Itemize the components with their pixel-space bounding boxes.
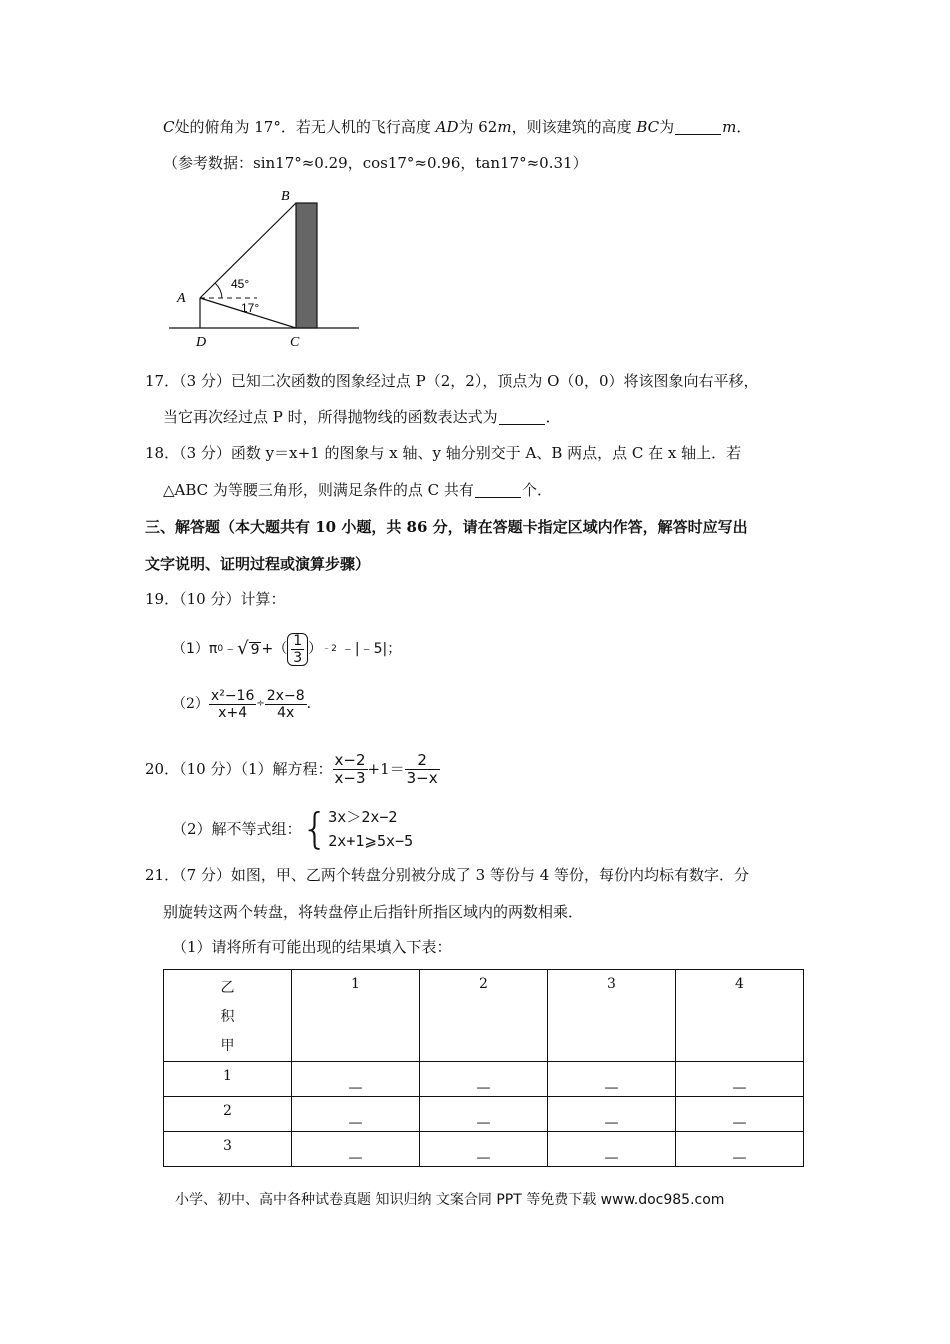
angle-45-label: 45° bbox=[231, 277, 250, 291]
q16-period: ． bbox=[736, 118, 752, 136]
q18-line2 bbox=[163, 483, 552, 498]
row-header: 3 bbox=[164, 1132, 292, 1167]
table-cell[interactable]: — bbox=[676, 1062, 804, 1097]
table-cell[interactable]: — bbox=[548, 1097, 676, 1132]
q20-inequality-system bbox=[328, 805, 413, 853]
q16-text3: ，则该建筑的高度 bbox=[511, 118, 632, 136]
col-header: 2 bbox=[420, 970, 548, 1062]
corner-ji: 积 bbox=[220, 1009, 235, 1025]
q19-p2-frac2 bbox=[265, 689, 307, 720]
q20-eq-mid: +1＝ bbox=[367, 759, 405, 778]
q21-line1: 21．（7 分）如图，甲、乙两个转盘分别被分成了 3 等份与 4 等份，每份内均标有数字．分 bbox=[145, 866, 750, 884]
q20-part2 bbox=[172, 802, 413, 856]
q16-text: 处的俯角为 17°．若无人机的飞行高度 bbox=[174, 118, 431, 136]
q19-p1-minus: ﹣ bbox=[223, 641, 238, 657]
q19-part2 bbox=[172, 680, 321, 728]
angle-17-label: 17° bbox=[241, 301, 260, 315]
q19-p1-exp0: 0 bbox=[217, 643, 224, 654]
q19-head: 19．（10 分）计算： bbox=[145, 590, 286, 608]
q19-p2-div: ÷ bbox=[256, 698, 265, 709]
q20-frac2 bbox=[405, 750, 440, 787]
building-bc bbox=[296, 203, 317, 328]
label-c: C bbox=[290, 335, 300, 350]
q21-line2: 别旋转这两个转盘，将转盘停止后指针所指区域内的两数相乘． bbox=[163, 903, 584, 921]
q17-line2 bbox=[163, 410, 561, 425]
table-row bbox=[164, 1132, 804, 1167]
q19-p1-exp: ﹣2 bbox=[322, 643, 337, 654]
q21-result-table bbox=[163, 969, 804, 1167]
q16-reference-data: （参考数据：sin17°≈0.29，cos17°≈0.96，tan17°≈0.31） bbox=[163, 154, 588, 172]
q16-ad: AD bbox=[435, 118, 459, 136]
section3-heading-line1: 三、解答题（本大题共有 10 小题，共 86 分，请在答题卡指定区域内作答，解答时应写出 bbox=[145, 518, 748, 536]
q20-ineq2: 2x+1⩾5x−5 bbox=[328, 832, 414, 850]
q19-p2-label: （2） bbox=[172, 696, 209, 712]
q19-p2-den1: x+4 bbox=[218, 704, 248, 721]
table-cell[interactable]: — bbox=[420, 1097, 548, 1132]
q16-line1 bbox=[163, 120, 751, 135]
q16-figure bbox=[165, 182, 365, 352]
q19-p2-frac1 bbox=[209, 689, 256, 720]
row-header: 1 bbox=[164, 1062, 292, 1097]
table-corner-cell bbox=[164, 970, 292, 1062]
q16-text2: 为 62 bbox=[458, 118, 498, 136]
q20-den2: 3−x bbox=[406, 768, 438, 787]
sqrt-icon: √ bbox=[237, 638, 249, 659]
q20-den1: x−3 bbox=[334, 768, 366, 787]
q19-p1-close: ） bbox=[308, 641, 323, 657]
table-cell[interactable]: — bbox=[420, 1062, 548, 1097]
q19-p1-root: 9 bbox=[250, 641, 260, 658]
q19-p1-frac-den: 3 bbox=[293, 649, 303, 666]
q17-answer-blank[interactable] bbox=[499, 410, 545, 425]
corner-jia: 甲 bbox=[220, 1038, 235, 1054]
corner-yi: 乙 bbox=[220, 980, 235, 996]
q16-answer-blank[interactable] bbox=[675, 120, 721, 135]
table-row bbox=[164, 1097, 804, 1132]
table-cell[interactable]: — bbox=[548, 1132, 676, 1167]
label-b: B bbox=[281, 189, 290, 204]
table-cell[interactable]: — bbox=[676, 1132, 804, 1167]
brace-icon: { bbox=[301, 804, 329, 853]
label-a: A bbox=[177, 291, 186, 306]
q20-num1: x−2 bbox=[334, 750, 366, 769]
q16-unit-m: m bbox=[497, 118, 512, 136]
table-cell[interactable]: — bbox=[676, 1097, 804, 1132]
col-header: 3 bbox=[548, 970, 676, 1062]
table-cell[interactable]: — bbox=[548, 1062, 676, 1097]
q19-p2-num2: 2x−8 bbox=[266, 687, 305, 704]
q20-frac1 bbox=[333, 750, 368, 787]
q18-line1: 18．（3 分）函数 y＝x+1 的图象与 x 轴、y 轴分别交于 A、B 两点，点 C 在 x 轴上．若 bbox=[145, 444, 742, 462]
q20-ineq1: 3x＞2x−2 bbox=[328, 808, 398, 826]
q21-line3: （1）请将所有可能出现的结果填入下表： bbox=[172, 938, 452, 956]
q18-tail: 个． bbox=[521, 481, 552, 499]
q19-p2-end: ． bbox=[306, 696, 321, 712]
col-header: 4 bbox=[676, 970, 804, 1062]
q19-p1-label: （1）π bbox=[172, 641, 218, 657]
table-cell[interactable]: — bbox=[292, 1132, 420, 1167]
q17-text: 当它再次经过点 P 时，所得抛物线的函数表达式为 bbox=[163, 408, 498, 426]
q19-p2-num1: x²−16 bbox=[210, 687, 255, 704]
table-row bbox=[164, 1062, 804, 1097]
col-header: 1 bbox=[292, 970, 420, 1062]
q19-p2-den2: 4x bbox=[277, 704, 295, 721]
q19-p1-tail: ﹣|﹣5|； bbox=[340, 641, 402, 657]
q20-head: 20．（10 分）（1）解方程： bbox=[145, 759, 333, 778]
table-cell[interactable]: — bbox=[292, 1097, 420, 1132]
q16-point-c: C bbox=[163, 118, 175, 136]
row-header: 2 bbox=[164, 1097, 292, 1132]
q20-p2-label: （2）解不等式组： bbox=[172, 819, 302, 838]
q17-line1: 17．（3 分）已知二次函数的图象经过点 P（2，2），顶点为 O（0，0）将该图象向右平移， bbox=[145, 372, 759, 390]
table-cell[interactable]: — bbox=[292, 1062, 420, 1097]
q18-answer-blank[interactable] bbox=[475, 483, 521, 498]
page-footer: 小学、初中、高中各种试卷真题 知识归纳 文案合同 PPT 等免费下载 www.doc985.com bbox=[175, 1192, 725, 1208]
q19-part1 bbox=[172, 628, 401, 670]
table-cell[interactable]: — bbox=[420, 1132, 548, 1167]
q16-text4: 为 bbox=[659, 118, 675, 136]
label-d: D bbox=[196, 335, 207, 350]
q20-num2: 2 bbox=[405, 753, 440, 770]
q20-part1 bbox=[145, 744, 440, 794]
q17-period: ． bbox=[545, 408, 561, 426]
q19-p1-fraction bbox=[287, 633, 308, 666]
q16-unit-m2: m bbox=[722, 118, 737, 136]
q19-p1-frac-num: 1 bbox=[293, 632, 303, 649]
q18-text: △ABC 为等腰三角形，则满足条件的点 C 共有 bbox=[163, 481, 474, 499]
q16-bc: BC bbox=[636, 118, 660, 136]
q19-p1-plus: +（ bbox=[261, 641, 288, 657]
angle-arc-45 bbox=[215, 283, 222, 298]
section3-heading-line2: 文字说明、证明过程或演算步骤） bbox=[145, 555, 371, 573]
table-header-row bbox=[164, 970, 804, 1062]
